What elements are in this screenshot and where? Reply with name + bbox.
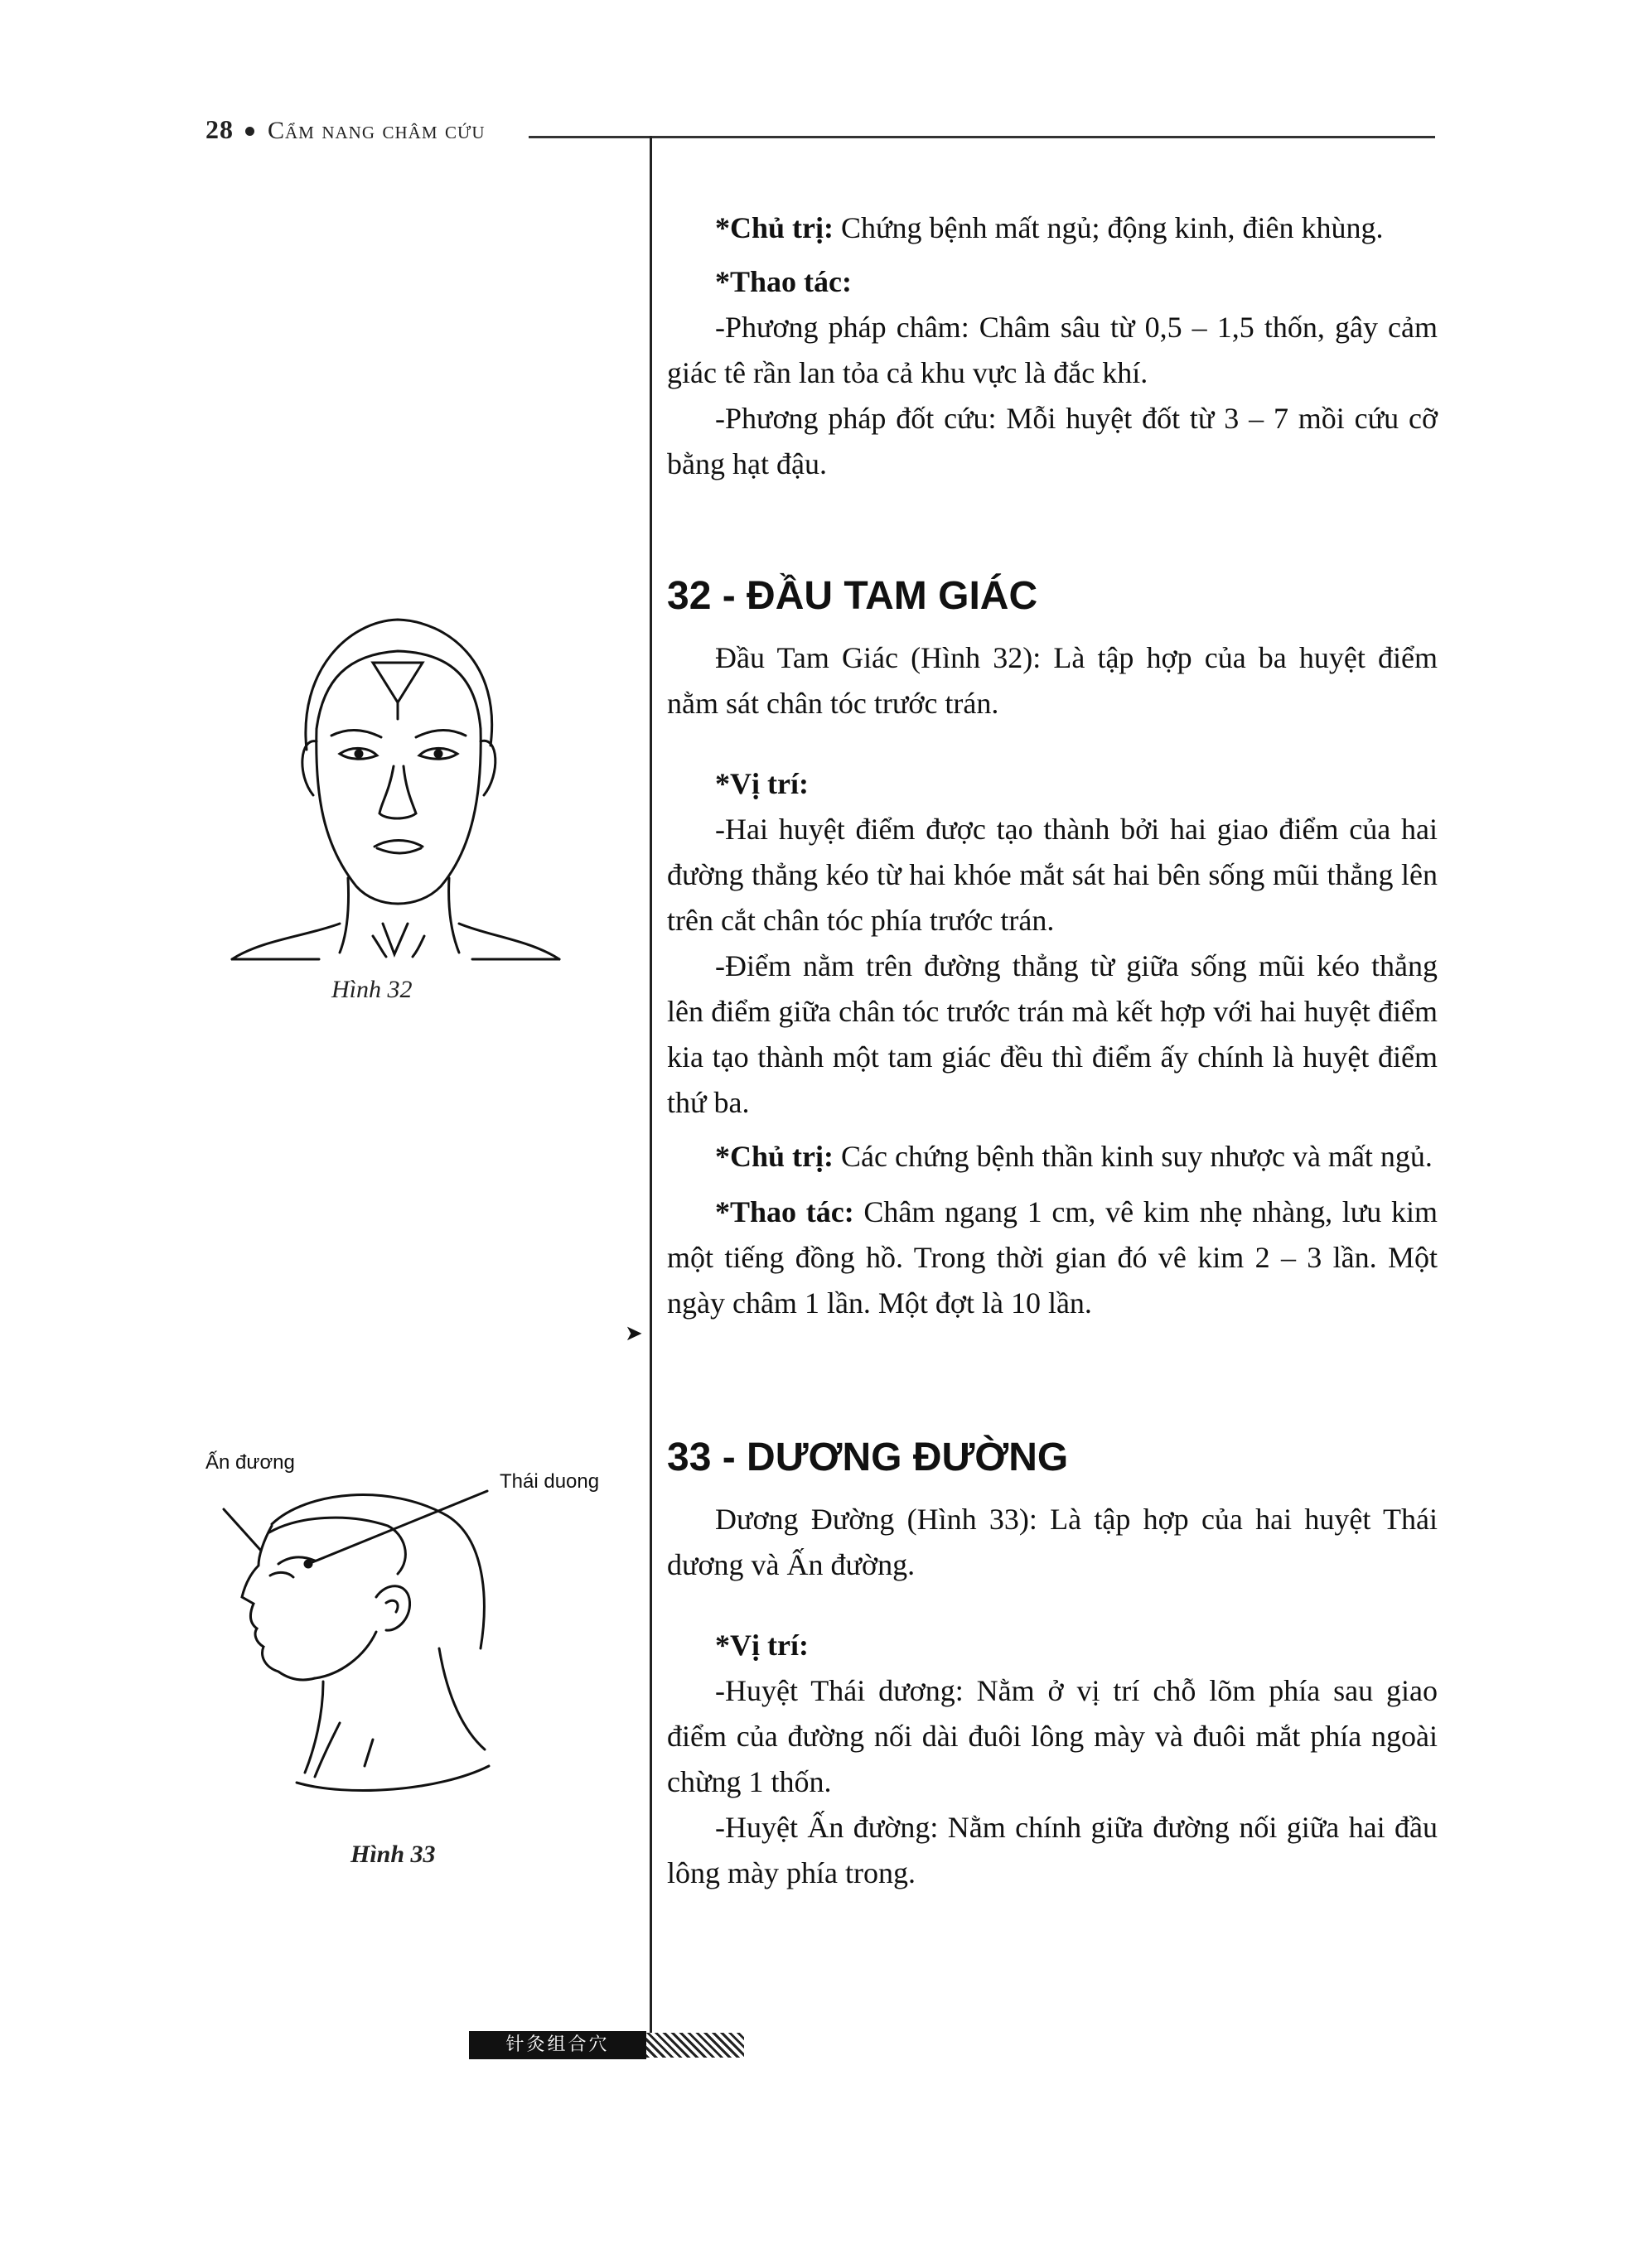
label-thai-duong: Thái duong: [500, 1470, 600, 1493]
page-header: [205, 114, 486, 145]
frontal-head-illustration: [224, 596, 572, 961]
column-divider: [650, 136, 652, 2041]
margin-marker-icon: ➤: [625, 1321, 643, 1345]
paragraph: Đầu Tam Giác (Hình 32): Là tập hợp của ba huyệt điểm nằm sát chân tóc trước trán.: [667, 641, 1438, 720]
paragraph: -Hai huyệt điểm được tạo thành bởi hai giao điểm của hai đường thẳng kéo từ hai khóe mắt sát hai bên sống mũi thẳng lên trên cắt chân tóc phía trước trán.: [667, 813, 1438, 937]
paragraph: [667, 1189, 1438, 1326]
paragraph: -Phương pháp đốt cứu: Mỗi huyệt đốt từ 3 – 7 mồi cứu cỡ bằng hạt đậu.: [667, 402, 1438, 480]
label-vi-tri: *Vị trí:: [715, 767, 809, 800]
label-chu-tri: *Chủ trị:: [715, 211, 834, 244]
top-continuation: [667, 205, 1438, 487]
paragraph: -Huyệt Thái dương: Nằm ở vị trí chỗ lõm phía sau giao điểm của đường nối dài đuôi lông mày và đuôi mắt phía ngoài chừng 1 thốn.: [667, 1674, 1438, 1798]
section-heading: 32 - ĐẦU TAM GIÁC: [667, 574, 1038, 618]
page-footer: [469, 2031, 751, 2059]
footer-label: 针灸组合穴: [469, 2031, 646, 2059]
label-thao-tac: *Thao tác:: [715, 1195, 854, 1228]
paragraph: -Phương pháp châm: Châm sâu từ 0,5 – 1,5 thốn, gây cảm giác tê rần lan tỏa cả khu vực là đắc khí.: [667, 311, 1438, 389]
label-thao-tac: *Thao tác:: [715, 265, 852, 298]
header-rule: [529, 136, 1435, 138]
paragraph: -Điểm nằm trên đường thẳng từ giữa sống mũi kéo thẳng lên điểm giữa chân tóc trước trán mà kết hợp với hai huyệt điểm kia tạo thành một tam giác đều thì điểm ấy chính là huyệt điểm thứ ba.: [667, 949, 1438, 1119]
text: Châm ngang 1 cm, vê kim nhẹ nhàng, lưu kim một tiếng đồng hồ. Trong thời gian đó vê kim 2 – 3 lần. Một ngày châm 1 lần. Một đợt là 10 lần.: [667, 1195, 1438, 1320]
figure-33-caption: Hình 33: [350, 1841, 436, 1868]
paragraph: -Huyệt Ấn đường: Nằm chính giữa đường nối giữa hai đầu lông mày phía trong.: [667, 1811, 1438, 1889]
bullet-icon: [245, 127, 254, 136]
profile-head-illustration: [199, 1458, 600, 1806]
figure-33: [199, 1458, 600, 1806]
paragraph: [667, 1134, 1438, 1180]
label-chu-tri: *Chủ trị:: [715, 1140, 834, 1173]
book-title: Cẩm nang châm cứu: [268, 117, 486, 144]
section-33: [667, 1435, 1438, 1896]
section-heading: 33 - DƯƠNG ĐƯỜNG: [667, 1436, 1069, 1479]
label-an-duong: Ấn đương: [205, 1451, 295, 1474]
text: Chứng bệnh mất ngủ; động kinh, điên khùng.: [834, 211, 1384, 244]
text: Các chứng bệnh thần kinh suy nhược và mất ngủ.: [834, 1140, 1433, 1173]
section-32: [667, 573, 1438, 1326]
paragraph: Dương Đường (Hình 33): Là tập hợp của hai huyệt Thái dương và Ấn đường.: [667, 1503, 1438, 1581]
page-number: 28: [205, 114, 234, 144]
figure-32: [224, 596, 572, 961]
footer-hatch: [646, 2033, 744, 2058]
figure-32-caption: Hình 32: [331, 976, 413, 1003]
label-vi-tri: *Vị trí:: [715, 1629, 809, 1662]
paragraph: [667, 205, 1438, 251]
